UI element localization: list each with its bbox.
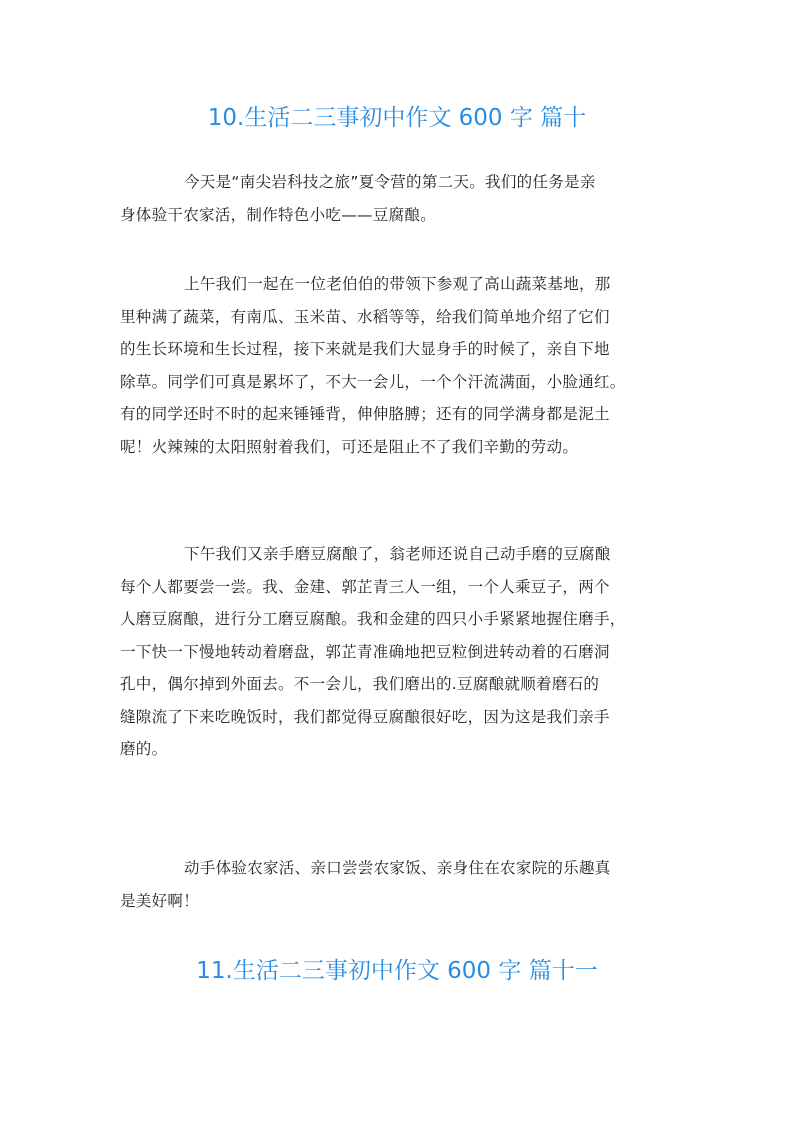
paragraph-line: 孔中，偶尔掉到外面去。不一会儿，我们磨出的.豆腐酿就顺着磨石的 bbox=[120, 675, 600, 693]
paragraph-4 bbox=[120, 852, 680, 917]
paragraph-3 bbox=[120, 538, 680, 766]
paragraph-line: 今天是“南尖岩科技之旅”夏令营的第二天。我们的任务是亲 bbox=[184, 173, 596, 191]
paragraph-line: 磨的。 bbox=[120, 740, 168, 758]
paragraph-2 bbox=[120, 268, 680, 463]
paragraph-line: 人磨豆腐酿，进行分工磨豆腐酿。我和金建的四只小手紧紧地握住磨手， bbox=[120, 610, 626, 628]
paragraph-line: 每个人都要尝一尝。我、金建、郭芷青三人一组，一个人乘豆子，两个 bbox=[120, 577, 610, 596]
essay-title-10: 10.生活二三事初中作文 600 字 篇十 bbox=[207, 105, 587, 131]
essay-title-11: 11.生活二三事初中作文 600 字 篇十一 bbox=[196, 958, 598, 984]
paragraph-line: 身体验干农家活，制作特色小吃——豆腐酿。 bbox=[120, 205, 437, 224]
paragraph-line: 有的同学还时不时的起来锤锤背，伸伸胳膊；还有的同学满身都是泥土 bbox=[120, 405, 610, 423]
paragraph-line: 除草。同学们可真是累坏了，不大一会儿，一个个汗流满面，小脸通红。 bbox=[120, 372, 626, 391]
paragraph-line: 是美好啊！ bbox=[120, 891, 200, 910]
paragraph-1 bbox=[120, 166, 680, 231]
paragraph-line: 的生长环境和生长过程，接下来就是我们大显身手的时候了，亲自下地 bbox=[120, 340, 610, 358]
paragraph-line: 里种满了蔬菜，有南瓜、玉米苗、水稻等等，给我们简单地介绍了它们 bbox=[120, 307, 610, 326]
paragraph-line: 动手体验农家活、亲口尝尝农家饭、亲身住在农家院的乐趣真 bbox=[184, 859, 611, 877]
paragraph-line: 一下快一下慢地转动着磨盘，郭芷青准确地把豆粒倒进转动着的石磨洞 bbox=[120, 642, 610, 661]
paragraph-line: 呢！火辣辣的太阳照射着我们，可还是阻止不了我们辛勤的劳动。 bbox=[120, 437, 579, 456]
paragraph-line: 下午我们又亲手磨豆腐酿了，翁老师还说自己动手磨的豆腐酿 bbox=[184, 545, 611, 563]
paragraph-line: 缝隙流了下来吃晚饭时，我们都觉得豆腐酿很好吃，因为这是我们亲手 bbox=[120, 707, 610, 726]
paragraph-line: 上午我们一起在一位老伯伯的带领下参观了高山蔬菜基地，那 bbox=[184, 275, 611, 293]
